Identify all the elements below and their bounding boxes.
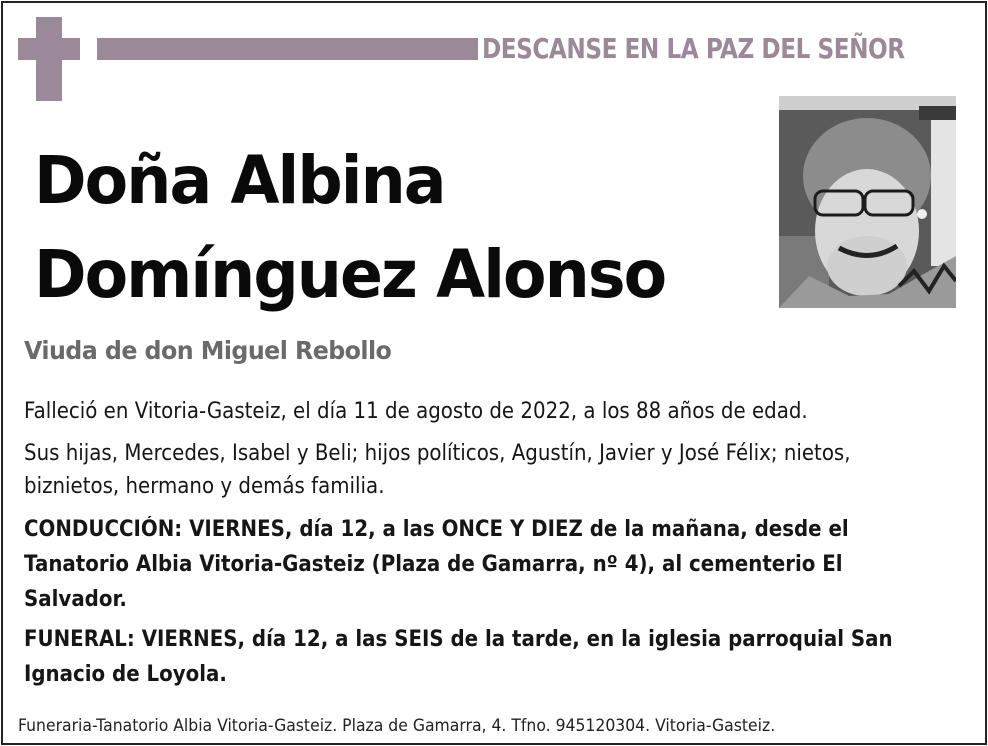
- portrait-image: [779, 96, 956, 308]
- latin-cross-icon-bar: [18, 38, 80, 60]
- conduccion-paragraph: [24, 512, 984, 617]
- death-notice-text: Falleció en Vitoria-Gasteiz, el día 11 de agosto de 2022, a los 88 años de edad.: [24, 399, 808, 424]
- conduccion-text: CONDUCCIÓN: VIERNES, día 12, a las ONCE Y DIEZ de la mañana, desde el Tanatorio Albia Vitoria-Gasteiz (Plaza de Gamarra, nº 4), al cementerio El Salvador.: [24, 517, 849, 612]
- widow-subtitle: Viuda de don Miguel Rebollo: [24, 336, 392, 365]
- motto-heading: DESCANSE EN LA PAZ DEL SEÑOR: [482, 32, 905, 65]
- family-paragraph: [24, 437, 984, 503]
- death-notice: [24, 395, 984, 428]
- portrait-photo: [779, 96, 956, 308]
- name-line-1: Doña Albina: [34, 142, 445, 219]
- deceased-name: [34, 134, 665, 322]
- family-text: Sus hijas, Mercedes, Isabel y Beli; hijos políticos, Agustín, Javier y José Félix; nietos, biznietos, hermano y demás familia.: [24, 441, 851, 499]
- funeral-text: FUNERAL: VIERNES, día 12, a las SEIS de la tarde, en la iglesia parroquial San Ignacio de Loyola.: [24, 627, 893, 687]
- funeral-paragraph: [24, 622, 984, 692]
- header-rule: [97, 38, 478, 60]
- name-line-2: Domínguez Alonso: [34, 236, 666, 313]
- funeral-home-footer: Funeraria-Tanatorio Albia Vitoria-Gasteiz. Plaza de Gamarra, 4. Tfno. 945120304. Vitoria-Gasteiz.: [18, 716, 776, 736]
